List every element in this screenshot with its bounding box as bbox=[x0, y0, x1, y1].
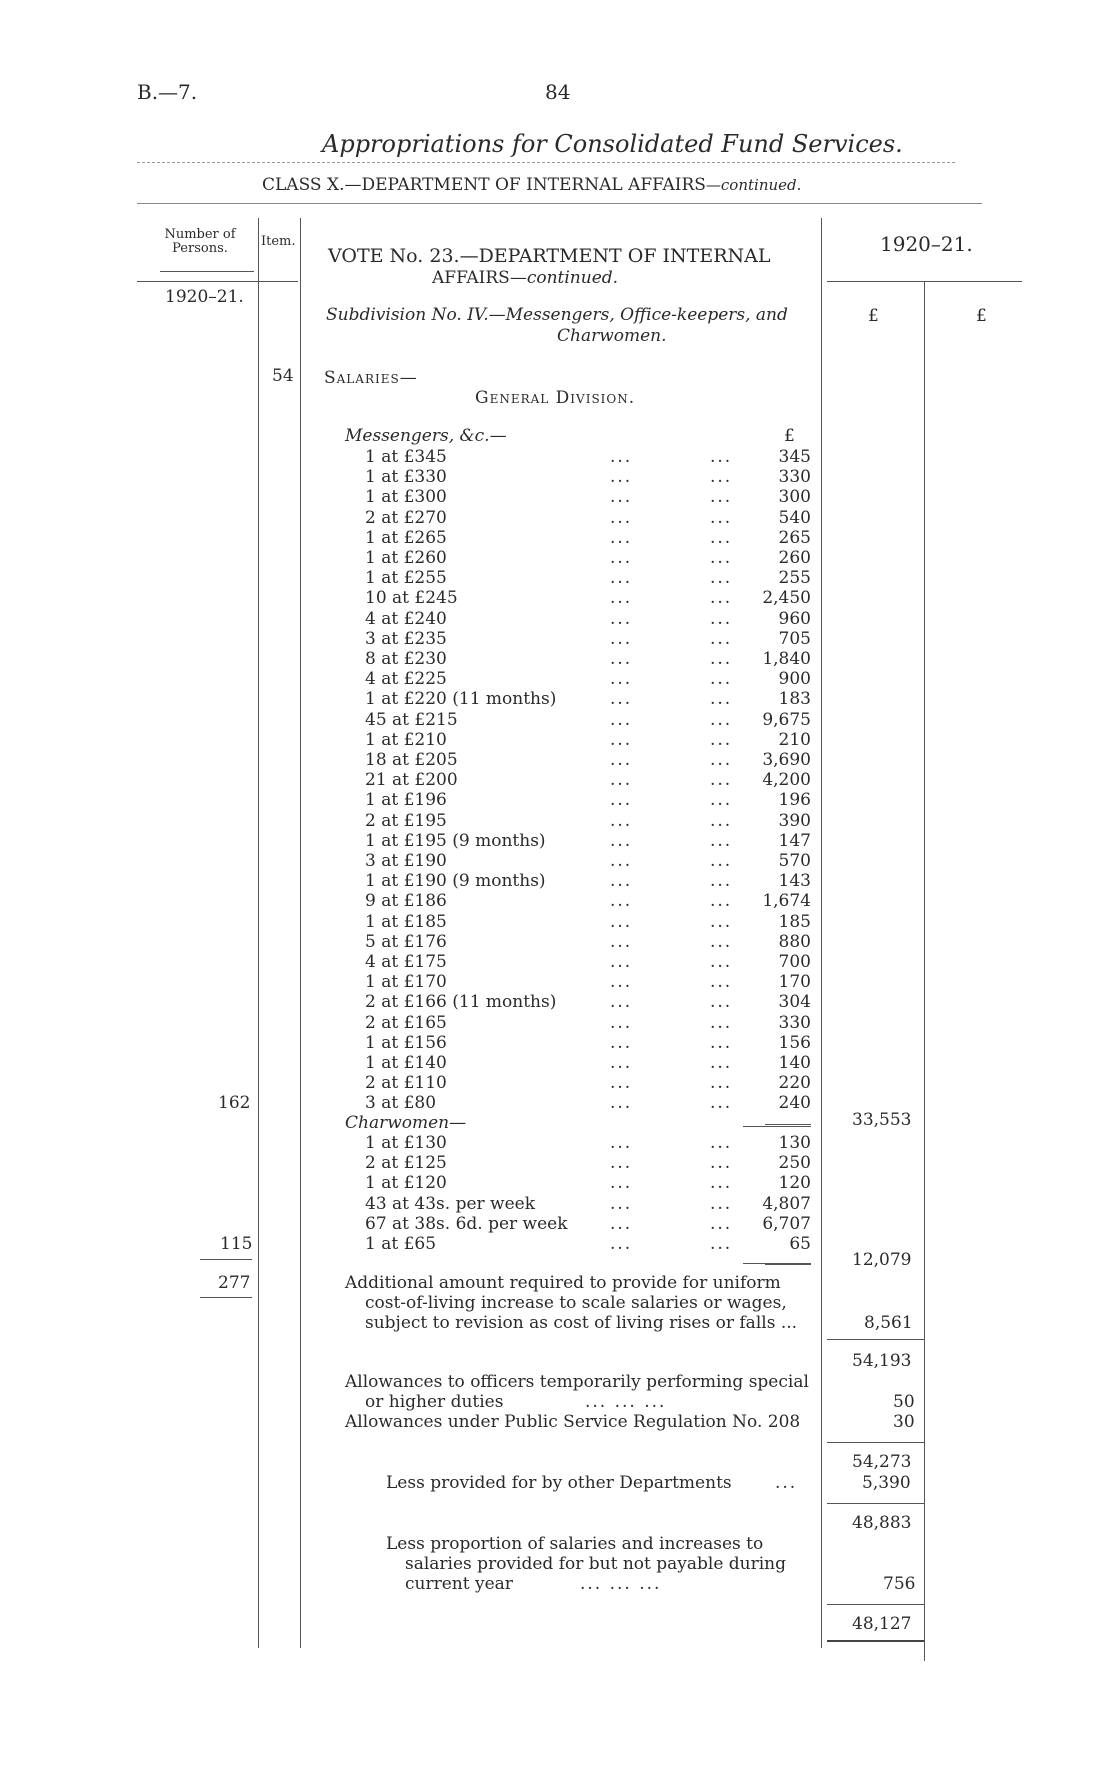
leader-dots: ... bbox=[610, 1213, 633, 1234]
leader-dots: ... bbox=[710, 1073, 733, 1094]
leader-dots: ... bbox=[610, 447, 633, 467]
leader-dots: ... bbox=[710, 527, 733, 548]
less-proportion-amount: 756 bbox=[883, 1574, 916, 1594]
row-amount: 210 bbox=[778, 729, 811, 750]
row-label: 1 at £260 bbox=[365, 548, 447, 568]
leader-dots: ... bbox=[710, 992, 733, 1013]
rule bbox=[827, 1503, 924, 1504]
less-other-dots: ... bbox=[775, 1473, 798, 1493]
leader-dots: ... bbox=[610, 750, 633, 770]
leader-dots: ... bbox=[610, 911, 633, 932]
col-year-right: 1920–21. bbox=[880, 232, 973, 256]
row-label: 1 at £195 (9 months) bbox=[365, 830, 546, 851]
row-amount: 3,690 bbox=[762, 750, 811, 770]
leader-dots: ... bbox=[710, 972, 733, 993]
less-proportion-line3: current year bbox=[405, 1574, 513, 1594]
row-amount: 183 bbox=[778, 689, 811, 710]
col-divider bbox=[924, 281, 925, 1661]
row-amount: 2,450 bbox=[762, 588, 811, 609]
sum1: 54,193 bbox=[852, 1351, 912, 1371]
allowance1-amount: 50 bbox=[893, 1392, 915, 1412]
allowance2-amount: 30 bbox=[893, 1412, 915, 1432]
row-label: 18 at £205 bbox=[365, 750, 458, 770]
row-label: 1 at £130 bbox=[365, 1133, 447, 1153]
row-amount: 65 bbox=[789, 1234, 811, 1254]
list-item bbox=[365, 588, 811, 608]
messengers-pound: £ bbox=[784, 426, 795, 446]
rule bbox=[827, 1339, 924, 1340]
row-amount: 540 bbox=[778, 507, 811, 528]
row-amount: 390 bbox=[778, 810, 811, 831]
row-amount: 900 bbox=[778, 669, 811, 690]
leader-dots: ... bbox=[710, 810, 733, 831]
row-label: 4 at £240 bbox=[365, 608, 447, 629]
persons-grand-total: 277 bbox=[218, 1273, 251, 1293]
less-proportion-line1: Less proportion of salaries and increases to bbox=[386, 1534, 764, 1554]
row-amount: 330 bbox=[778, 1012, 811, 1033]
list-item bbox=[365, 851, 811, 871]
leader-dots: ... bbox=[610, 891, 633, 912]
list-item bbox=[365, 467, 811, 487]
leader-dots: ... bbox=[710, 588, 733, 609]
leader-dots: ... bbox=[710, 447, 733, 467]
list-item bbox=[365, 609, 811, 629]
row-label: 43 at 43s. per week bbox=[365, 1193, 536, 1214]
row-label: 3 at £80 bbox=[365, 1093, 437, 1114]
col-divider bbox=[258, 218, 259, 1648]
messengers-heading: Messengers, &c.— bbox=[345, 426, 507, 446]
leader-dots: ... bbox=[610, 467, 633, 488]
less-other-label: Less provided for by other Departments bbox=[386, 1473, 732, 1493]
list-item bbox=[365, 1234, 811, 1254]
list-item bbox=[365, 952, 811, 972]
messengers-persons-total: 162 bbox=[218, 1093, 251, 1113]
page-number: 84 bbox=[545, 80, 571, 104]
col-number-of-persons: Number of Persons. bbox=[164, 227, 236, 256]
list-item bbox=[365, 912, 811, 932]
list-item bbox=[365, 447, 811, 467]
class-line-cont: —continued. bbox=[705, 176, 802, 194]
less-other-amount: 5,390 bbox=[862, 1473, 911, 1493]
row-label: 1 at £330 bbox=[365, 467, 447, 488]
row-label: 1 at £300 bbox=[365, 487, 447, 508]
leader-dots: ... bbox=[610, 1012, 633, 1033]
col-divider bbox=[821, 218, 822, 1648]
rule bbox=[256, 281, 298, 282]
row-amount: 140 bbox=[778, 1053, 811, 1073]
list-item bbox=[365, 528, 811, 548]
leader-dots: ... bbox=[710, 931, 733, 952]
list-item bbox=[365, 1013, 811, 1033]
row-label: 1 at £345 bbox=[365, 447, 447, 467]
list-item bbox=[365, 710, 811, 730]
list-item bbox=[365, 689, 811, 709]
row-amount: 1,674 bbox=[762, 891, 811, 912]
page-ref: B.—7. bbox=[137, 80, 198, 104]
leader-dots: ... bbox=[710, 649, 733, 669]
leader-dots: ... bbox=[710, 1053, 733, 1073]
leader-dots: ... bbox=[710, 851, 733, 871]
leader-dots: ... bbox=[610, 729, 633, 750]
allowance1-line1: Allowances to officers temporarily performing special bbox=[345, 1372, 809, 1392]
table-top-rule bbox=[137, 203, 982, 204]
leader-dots: ... bbox=[610, 548, 633, 568]
row-amount: 260 bbox=[778, 548, 811, 568]
row-label: 8 at £230 bbox=[365, 649, 447, 669]
leader-dots: ... bbox=[610, 952, 633, 972]
row-label: 1 at £265 bbox=[365, 527, 447, 548]
leader-dots: ... bbox=[610, 1234, 633, 1254]
row-label: 45 at £215 bbox=[365, 709, 458, 730]
row-label: 1 at £120 bbox=[365, 1173, 447, 1194]
leader-dots: ... bbox=[710, 770, 733, 791]
rule bbox=[743, 1263, 811, 1264]
list-item bbox=[365, 932, 811, 952]
list-item bbox=[365, 1214, 811, 1234]
vote-line2-text: AFFAIRS— bbox=[432, 268, 527, 288]
row-label: 3 at £190 bbox=[365, 851, 447, 871]
leader-dots: ... bbox=[710, 750, 733, 770]
row-amount: 570 bbox=[778, 851, 811, 871]
row-amount: 9,675 bbox=[762, 709, 811, 730]
leader-dots: ... bbox=[610, 1173, 633, 1194]
rule bbox=[160, 271, 254, 272]
row-amount: 185 bbox=[778, 911, 811, 932]
leader-dots: ... bbox=[710, 1193, 733, 1214]
row-label: 1 at £255 bbox=[365, 568, 447, 589]
row-label: 2 at £165 bbox=[365, 1012, 447, 1033]
list-item bbox=[365, 770, 811, 790]
leader-dots: ... bbox=[710, 790, 733, 811]
leader-dots: ... bbox=[710, 568, 733, 589]
list-item bbox=[365, 1073, 811, 1093]
row-label: 3 at £235 bbox=[365, 628, 447, 649]
col-year-left: 1920–21. bbox=[165, 287, 244, 307]
leader-dots: ... bbox=[710, 669, 733, 690]
row-label: 1 at £210 bbox=[365, 729, 447, 750]
leader-dots: ... bbox=[610, 628, 633, 649]
row-label: 10 at £245 bbox=[365, 588, 458, 609]
leader-dots: ... bbox=[610, 487, 633, 508]
row-amount: 170 bbox=[778, 972, 811, 993]
row-label: 1 at £65 bbox=[365, 1234, 437, 1254]
row-label: 1 at £170 bbox=[365, 972, 447, 993]
row-label: 2 at £110 bbox=[365, 1073, 447, 1094]
rule-double bbox=[827, 1640, 924, 1642]
leader-dots: ... bbox=[610, 649, 633, 669]
row-amount: 304 bbox=[778, 992, 811, 1013]
leader-dots: ... bbox=[710, 1213, 733, 1234]
leader-dots: ... bbox=[610, 527, 633, 548]
list-item bbox=[365, 972, 811, 992]
row-label: 5 at £176 bbox=[365, 931, 447, 952]
row-label: 1 at £156 bbox=[365, 1032, 447, 1053]
row-label: 4 at £175 bbox=[365, 952, 447, 972]
row-amount: 300 bbox=[778, 487, 811, 508]
list-item bbox=[365, 1053, 811, 1073]
leader-dots: ... bbox=[610, 507, 633, 528]
charwomen-heading: Charwomen— bbox=[345, 1113, 467, 1133]
leader-dots: ... bbox=[610, 1193, 633, 1214]
rule bbox=[200, 1259, 252, 1260]
list-item bbox=[365, 1033, 811, 1053]
less-proportion-line2: salaries provided for but not payable during bbox=[405, 1554, 787, 1574]
row-amount: 143 bbox=[778, 871, 811, 892]
item-number: 54 bbox=[272, 366, 294, 386]
list-item bbox=[365, 1133, 811, 1153]
list-item bbox=[365, 831, 811, 851]
row-label: 9 at £186 bbox=[365, 891, 447, 912]
rule bbox=[200, 1297, 252, 1298]
row-amount: 330 bbox=[778, 467, 811, 488]
row-label: 1 at £190 (9 months) bbox=[365, 871, 546, 892]
final-total: 48,127 bbox=[852, 1614, 912, 1634]
sum3: 48,883 bbox=[852, 1513, 912, 1533]
leader-dots: ... bbox=[710, 1153, 733, 1174]
leader-dots: ... bbox=[610, 871, 633, 892]
sum2: 54,273 bbox=[852, 1452, 912, 1472]
leader-dots: ... bbox=[610, 1053, 633, 1073]
row-amount: 880 bbox=[778, 931, 811, 952]
leader-dots: ... bbox=[610, 851, 633, 871]
list-item bbox=[365, 871, 811, 891]
row-label: 2 at £166 (11 months) bbox=[365, 992, 557, 1013]
row-amount: 960 bbox=[778, 608, 811, 629]
list-item bbox=[365, 1194, 811, 1214]
row-label: 2 at £195 bbox=[365, 810, 447, 831]
col-item: Item. bbox=[261, 234, 296, 249]
row-amount: 156 bbox=[778, 1032, 811, 1053]
leader-dots: ... bbox=[710, 830, 733, 851]
list-item bbox=[365, 669, 811, 689]
leader-dots: ... bbox=[610, 790, 633, 811]
list-item bbox=[365, 487, 811, 507]
row-label: 67 at 38s. 6d. per week bbox=[365, 1213, 568, 1234]
subdivision-line1: Subdivision No. IV.—Messengers, Office-keepers, and bbox=[326, 305, 788, 325]
charwomen-persons-total: 115 bbox=[220, 1234, 253, 1254]
rule bbox=[765, 1264, 811, 1265]
charwomen-subtotal: 12,079 bbox=[852, 1250, 912, 1270]
list-item bbox=[365, 1093, 811, 1113]
row-amount: 4,200 bbox=[762, 770, 811, 791]
additional-amount: 8,561 bbox=[864, 1313, 913, 1333]
general-division-heading: General Division. bbox=[475, 388, 636, 408]
leader-dots: ... bbox=[710, 911, 733, 932]
leader-dots: ... bbox=[710, 1093, 733, 1114]
allowance1-dots: ... ... ... bbox=[585, 1392, 667, 1412]
leader-dots: ... bbox=[610, 1133, 633, 1153]
row-amount: 255 bbox=[778, 568, 811, 589]
col-pound-1: £ bbox=[868, 306, 879, 326]
list-item bbox=[365, 891, 811, 911]
row-amount: 250 bbox=[778, 1153, 811, 1174]
leader-dots: ... bbox=[610, 689, 633, 710]
leader-dots: ... bbox=[710, 548, 733, 568]
additional-line3: subject to revision as cost of living rises or falls ... bbox=[365, 1313, 798, 1333]
list-item bbox=[365, 548, 811, 568]
page-title: Appropriations for Consolidated Fund Services. bbox=[322, 130, 903, 158]
col-pound-2: £ bbox=[976, 306, 987, 326]
row-label: 1 at £196 bbox=[365, 790, 447, 811]
leader-dots: ... bbox=[710, 467, 733, 488]
allowance2-line: Allowances under Public Service Regulation No. 208 bbox=[345, 1412, 801, 1432]
leader-dots: ... bbox=[710, 871, 733, 892]
rule bbox=[137, 281, 259, 282]
row-amount: 265 bbox=[778, 527, 811, 548]
header-rule bbox=[137, 162, 955, 163]
list-item bbox=[365, 790, 811, 810]
list-item bbox=[365, 811, 811, 831]
leader-dots: ... bbox=[610, 568, 633, 589]
leader-dots: ... bbox=[710, 729, 733, 750]
leader-dots: ... bbox=[610, 992, 633, 1013]
leader-dots: ... bbox=[610, 1153, 633, 1174]
row-amount: 700 bbox=[778, 952, 811, 972]
leader-dots: ... bbox=[710, 1032, 733, 1053]
subdivision-line2: Charwomen. bbox=[557, 326, 667, 346]
leader-dots: ... bbox=[710, 1133, 733, 1153]
leader-dots: ... bbox=[710, 1173, 733, 1194]
row-amount: 6,707 bbox=[762, 1213, 811, 1234]
list-item bbox=[365, 1153, 811, 1173]
row-amount: 196 bbox=[778, 790, 811, 811]
row-label: 1 at £185 bbox=[365, 911, 447, 932]
rule bbox=[827, 1442, 924, 1443]
row-label: 4 at £225 bbox=[365, 669, 447, 690]
col-divider bbox=[300, 218, 301, 1648]
list-item bbox=[365, 750, 811, 770]
row-amount: 147 bbox=[778, 830, 811, 851]
row-label: 1 at £220 (11 months) bbox=[365, 689, 557, 710]
leader-dots: ... bbox=[710, 1012, 733, 1033]
less-proportion-dots: ... ... ... bbox=[580, 1574, 662, 1594]
leader-dots: ... bbox=[610, 669, 633, 690]
leader-dots: ... bbox=[710, 891, 733, 912]
leader-dots: ... bbox=[710, 689, 733, 710]
row-amount: 240 bbox=[778, 1093, 811, 1114]
list-item bbox=[365, 992, 811, 1012]
leader-dots: ... bbox=[710, 507, 733, 528]
salaries-heading: Salaries— bbox=[324, 368, 418, 388]
leader-dots: ... bbox=[710, 608, 733, 629]
row-amount: 220 bbox=[778, 1073, 811, 1094]
leader-dots: ... bbox=[710, 709, 733, 730]
list-item bbox=[365, 508, 811, 528]
additional-line2: cost-of-living increase to scale salaries or wages, bbox=[365, 1293, 787, 1313]
row-label: 2 at £125 bbox=[365, 1153, 447, 1174]
row-amount: 130 bbox=[778, 1133, 811, 1153]
leader-dots: ... bbox=[610, 1073, 633, 1094]
leader-dots: ... bbox=[610, 1093, 633, 1114]
row-amount: 705 bbox=[778, 628, 811, 649]
leader-dots: ... bbox=[710, 487, 733, 508]
row-amount: 4,807 bbox=[762, 1193, 811, 1214]
class-line bbox=[262, 175, 801, 195]
row-amount: 1,840 bbox=[762, 649, 811, 669]
leader-dots: ... bbox=[610, 972, 633, 993]
class-line-text: CLASS X.—DEPARTMENT OF INTERNAL AFFAIRS bbox=[262, 175, 706, 195]
list-item bbox=[365, 1173, 811, 1193]
leader-dots: ... bbox=[610, 709, 633, 730]
row-label: 1 at £140 bbox=[365, 1053, 447, 1073]
rule bbox=[765, 1124, 811, 1125]
leader-dots: ... bbox=[610, 810, 633, 831]
leader-dots: ... bbox=[610, 1032, 633, 1053]
vote-line1: VOTE No. 23.—DEPARTMENT OF INTERNAL bbox=[328, 245, 771, 267]
rule bbox=[827, 1604, 924, 1605]
row-amount: 120 bbox=[778, 1173, 811, 1194]
leader-dots: ... bbox=[710, 1234, 733, 1254]
leader-dots: ... bbox=[710, 628, 733, 649]
row-label: 2 at £270 bbox=[365, 507, 447, 528]
rule bbox=[743, 1126, 811, 1127]
vote-line2-cont: continued. bbox=[526, 268, 619, 288]
leader-dots: ... bbox=[610, 588, 633, 609]
list-item bbox=[365, 649, 811, 669]
leader-dots: ... bbox=[710, 952, 733, 972]
leader-dots: ... bbox=[610, 931, 633, 952]
row-amount: 345 bbox=[778, 447, 811, 467]
vote-line2 bbox=[432, 268, 618, 288]
allowance1-line2: or higher duties bbox=[365, 1392, 504, 1412]
list-item bbox=[365, 730, 811, 750]
leader-dots: ... bbox=[610, 608, 633, 629]
leader-dots: ... bbox=[610, 770, 633, 791]
list-item bbox=[365, 568, 811, 588]
additional-line1: Additional amount required to provide for uniform bbox=[345, 1273, 781, 1293]
leader-dots: ... bbox=[610, 830, 633, 851]
messengers-subtotal: 33,553 bbox=[852, 1110, 912, 1130]
row-label: 21 at £200 bbox=[365, 770, 458, 791]
list-item bbox=[365, 629, 811, 649]
